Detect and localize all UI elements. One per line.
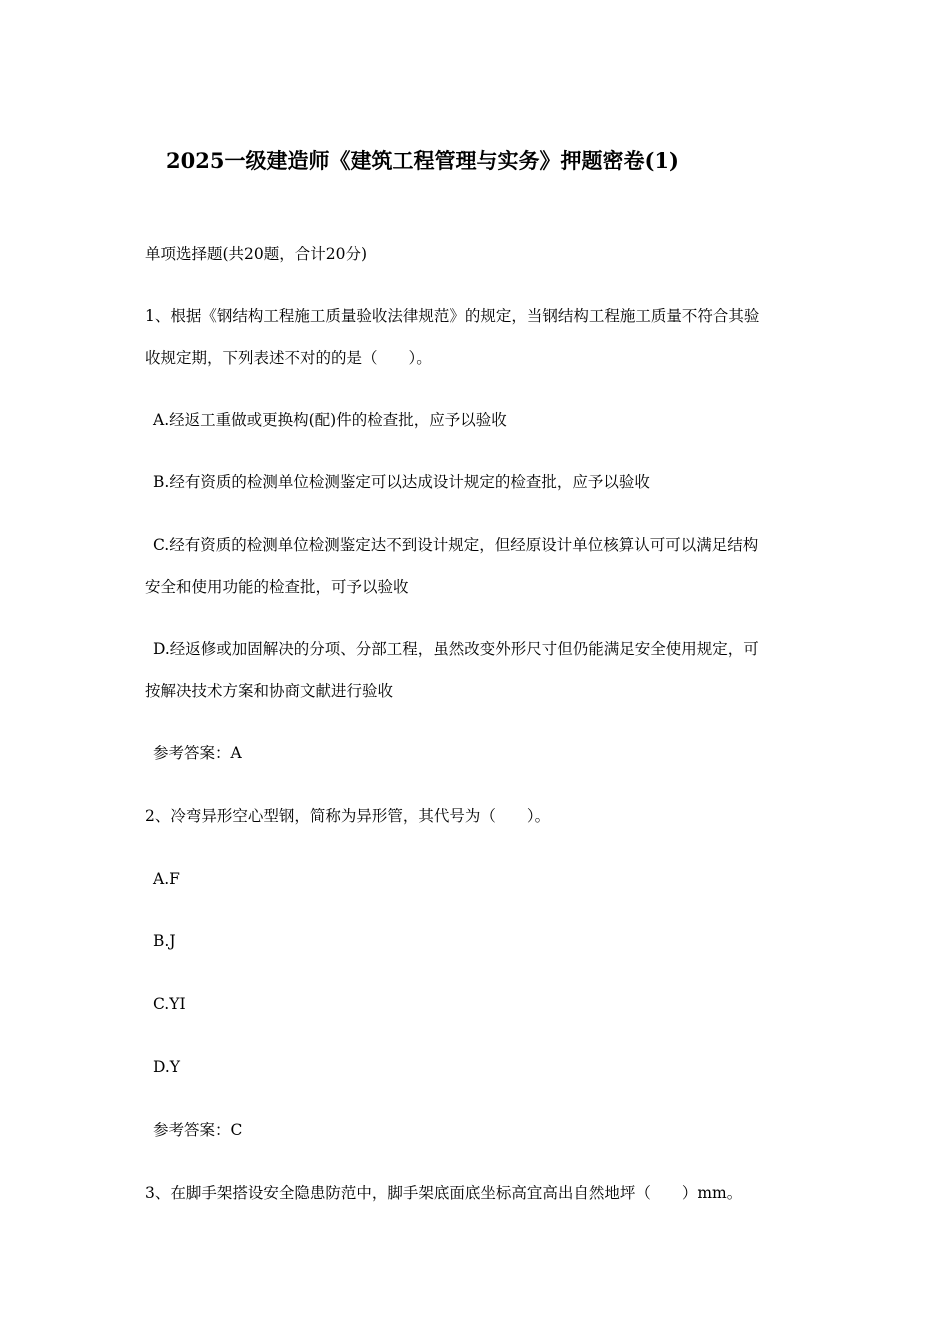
question-1-option-b: B.经有资质的检测单位检测鉴定可以达成设计规定的检查批，应予以验收 bbox=[153, 473, 650, 491]
question-1-option-a: A.经返工重做或更换构(配)件的检查批，应予以验收 bbox=[153, 411, 507, 429]
question-2-option-a: A.F bbox=[153, 870, 180, 888]
section-heading: 单项选择题(共20题，合计20分) bbox=[145, 245, 368, 263]
question-1-stem-line-2: 收规定期，下列表述不对的的是（ ）。 bbox=[145, 349, 432, 367]
question-3-stem: 3、在脚手架搭设安全隐患防范中，脚手架底面底坐标高宜高出自然地坪（ ）mm。 bbox=[145, 1184, 743, 1202]
question-2-option-b: B.J bbox=[153, 932, 176, 950]
question-1-option-c-line-2: 安全和使用功能的检查批，可予以验收 bbox=[145, 578, 409, 596]
question-1-stem-line-1: 1、根据《钢结构工程施工质量验收法律规范》的规定，当钢结构工程施工质量不符合其验 bbox=[145, 307, 760, 325]
question-1-option-d-line-1: D.经返修或加固解决的分项、分部工程，虽然改变外形尺寸但仍能满足安全使用规定，可 bbox=[153, 640, 759, 658]
question-2-option-c: C.YI bbox=[153, 995, 186, 1013]
question-2-option-d: D.Y bbox=[153, 1058, 181, 1076]
question-2-stem: 2、冷弯异形空心型钢，简称为异形管，其代号为（ ）。 bbox=[145, 807, 551, 825]
question-1-option-c-line-1: C.经有资质的检测单位检测鉴定达不到设计规定，但经原设计单位核算认可可以满足结构 bbox=[153, 536, 759, 554]
question-1-answer: 参考答案：A bbox=[153, 744, 242, 762]
document-title: 2025一级建造师《建筑工程管理与实务》押题密卷(1) bbox=[166, 148, 679, 173]
question-1-option-d-line-2: 按解决技术方案和协商文献进行验收 bbox=[145, 682, 394, 700]
question-2-answer: 参考答案：C bbox=[153, 1121, 243, 1139]
